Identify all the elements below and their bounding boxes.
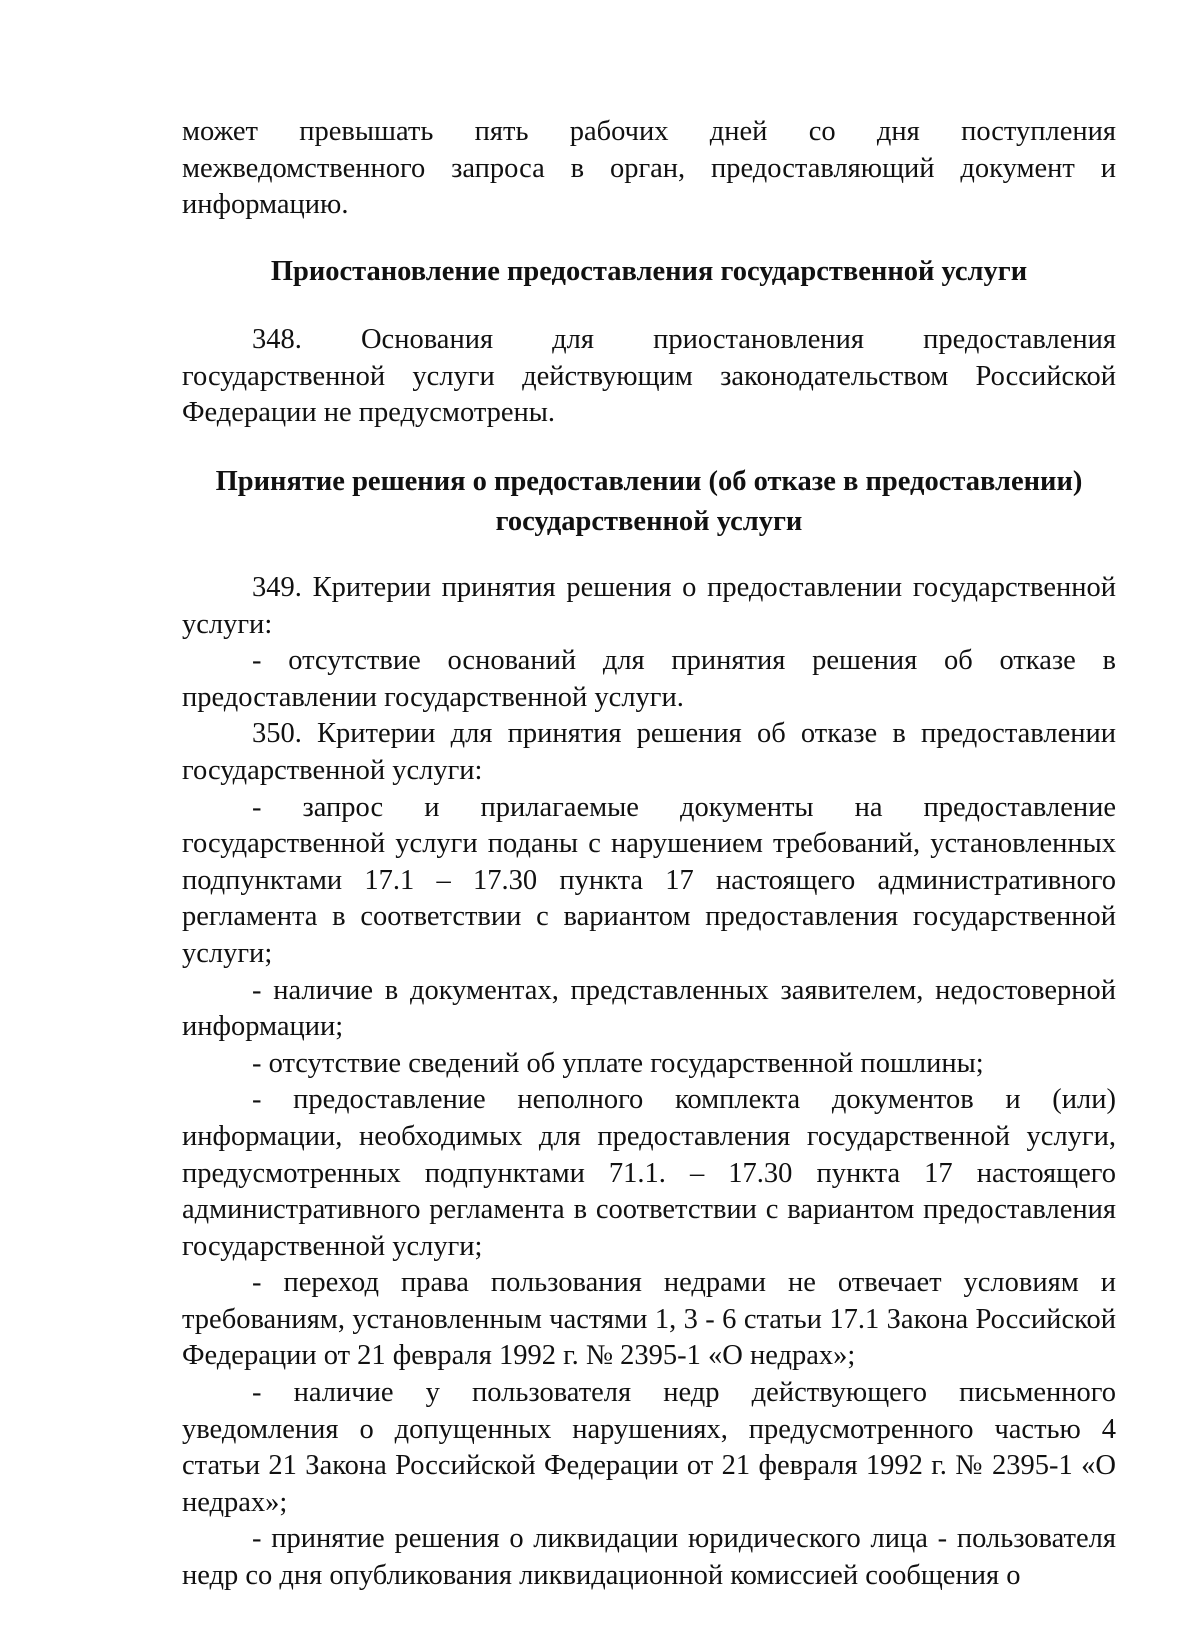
paragraph-350: 350. Критерии для принятия решения об отказе в предоставлении государственной услуги: [182,718,1116,786]
section-heading-decision-line1: Принятие решения о предоставлении (об отказе в предоставлении) [215,466,1083,497]
suspension-section [182,252,1116,292]
paragraph-348: 348. Основания для приостановления предоставления государственной услуги действующим законодательством Российской Федерации не предусмотрены. [182,324,1116,429]
list-item-350-3: - отсутствие сведений об уплате государственной пошлины; [252,1047,984,1079]
criteria-block [182,570,1116,1595]
paragraph-349: 349. Критерии принятия решения о предоставлении государственной услуги: [182,572,1116,640]
intro-paragraph: может превышать пять рабочих дней со дня поступления межведомственного запроса в орган, предоставляющий документ и информацию. [182,116,1116,221]
section-heading-decision-line2: государственной услуги [495,506,803,537]
list-item-350-2: - наличие в документах, представленных заявителем, недостоверной информации; [182,974,1116,1043]
decision-section [182,462,1116,542]
list-item-350-7: - принятие решения о ликвидации юридического лица - пользователя недр со дня опубликования ликвидационной комиссией сообщения о [182,1523,1116,1592]
intro-block [182,114,1116,224]
list-item-350-6: - наличие у пользователя недр действующего письменного уведомления о допущенных нарушениях, предусмотренного частью 4 статьи 21 Закона Российской Федерации от 21 февраля 1992 г. № 2395-1 «О недрах»; [182,1377,1116,1518]
list-item-350-4: - предоставление неполного комплекта документов и (или) информации, необходимых для предоставления государственной услуги, предусмотренных подпунктами 71.1. – 17.30 пункта 17 настоящего административного регламента в соответствии с вариантом предоставления государственной услуги; [182,1084,1116,1262]
list-item-349-1: - отсутствие оснований для принятия решения об отказе в предоставлении государственной услуги. [182,645,1116,713]
list-item-350-5: - переход права пользования недрами не отвечает условиям и требованиям, установленным частями 1, 3 - 6 статьи 17.1 Закона Российской Федерации от 21 февраля 1992 г. № 2395-1 «О недрах»; [182,1267,1116,1372]
list-item-350-1: - запрос и прилагаемые документы на предоставление государственной услуги поданы с нарушением требований, установленных подпунктами 17.1 – 17.30 пункта 17 настоящего административного регламента в соответствии с вариантом предоставления государственной услуги; [182,791,1116,969]
section-heading-suspension: Приостановление предоставления государственной услуги [270,256,1028,287]
paragraph-348-block [182,322,1116,432]
